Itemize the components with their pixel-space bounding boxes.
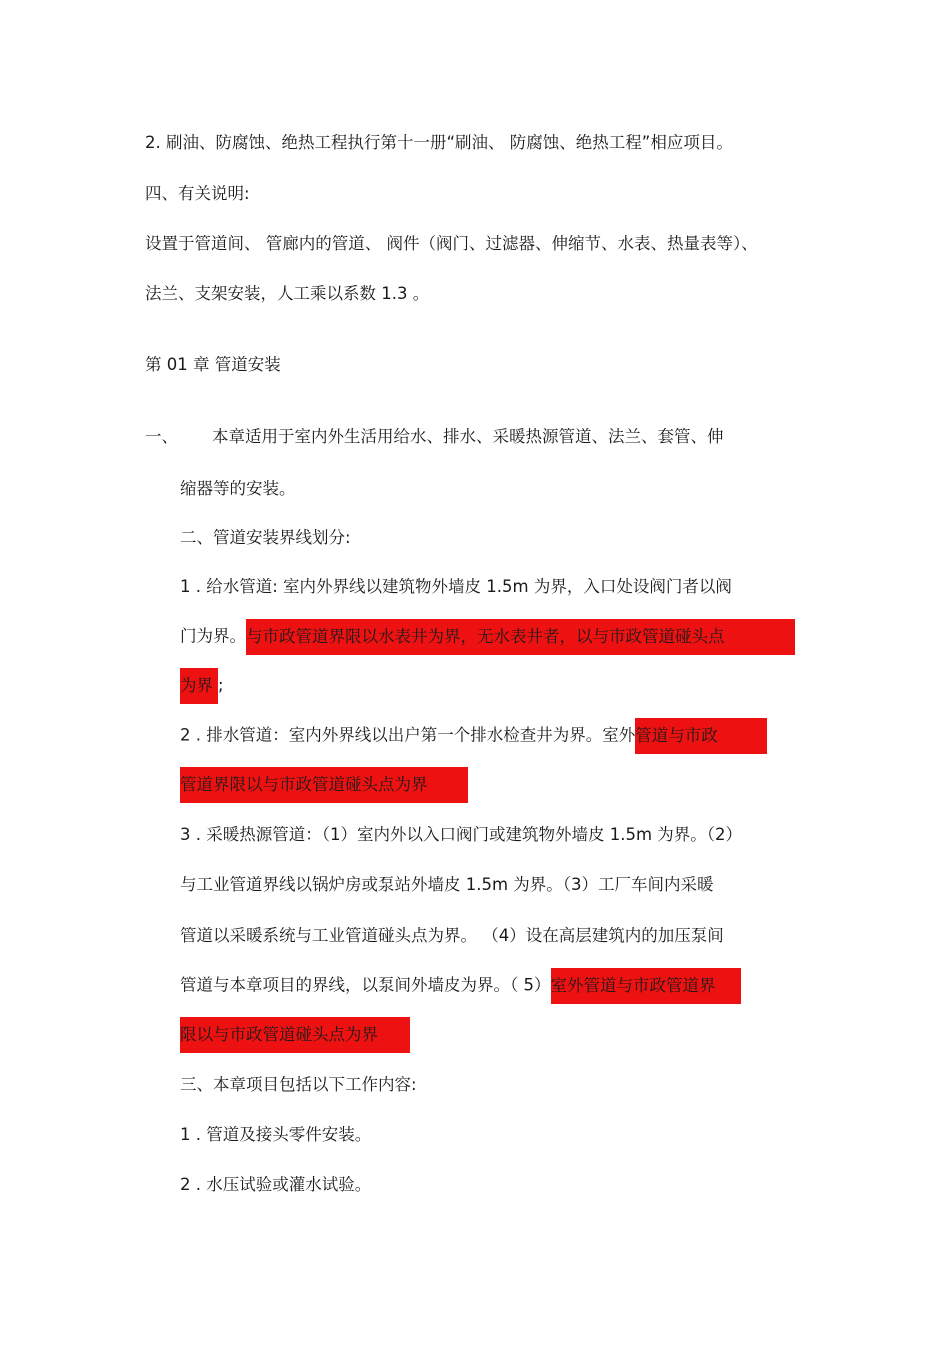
- text-line: 1 . 管道及接头零件安装。: [180, 1125, 372, 1144]
- text-line: [180, 767, 468, 803]
- text-span: 2 . 排水管道：室内外界线以出户第一个排水检查井为界。室外: [180, 725, 636, 745]
- section-heading: 三、本章项目包括以下工作内容:: [180, 1075, 417, 1094]
- text-line: 本章适用于室内外生活用给水、排水、采暖热源管道、法兰、套管、伸: [212, 427, 724, 446]
- text-line: 管道以采暖系统与工业管道碰头点为界。 （4）设在高层建筑内的加压泵间: [180, 926, 724, 945]
- text-line: [180, 968, 741, 1004]
- section-heading: 四、有关说明:: [145, 184, 250, 203]
- text-line: [180, 619, 795, 655]
- highlighted-text: 限以与市政管道碰头点为界: [180, 1017, 410, 1053]
- text-line: 3 . 采暖热源管道：（1）室内外以入口阀门或建筑物外墙皮 1.5m 为界。（2）: [180, 825, 743, 844]
- highlighted-text: 与市政管道界限以水表井为界，无水表井者，以与市政管道碰头点: [246, 619, 795, 655]
- text-line: 2. 刷油、防腐蚀、绝热工程执行第十一册“刷油、 防腐蚀、绝热工程”相应项目。: [145, 133, 733, 152]
- text-line: 与工业管道界线以锅炉房或泵站外墙皮 1.5m 为界。（3）工厂车间内采暖: [180, 875, 714, 894]
- section-heading: 二、管道安装界线划分:: [180, 528, 351, 547]
- text-line: 2 . 水压试验或灌水试验。: [180, 1175, 372, 1194]
- text-line: [180, 718, 767, 754]
- text-line: 法兰、支架安装，人工乘以系数 1.3 。: [145, 284, 430, 303]
- text-span: 门为界。: [180, 626, 246, 646]
- text-span: 管道与本章项目的界线，以泵间外墙皮为界。（ 5）: [180, 975, 551, 995]
- highlighted-text: 管道与市政: [635, 718, 767, 754]
- text-line: 缩器等的安装。: [180, 479, 296, 498]
- list-marker: 一、: [145, 427, 178, 446]
- chapter-title: 第 01 章 管道安装: [145, 355, 281, 374]
- text-line: 设置于管道间、 管廊内的管道、 阀件（阀门、过滤器、伸缩节、水表、热量表等）、: [145, 234, 758, 253]
- text-span: ;: [218, 675, 224, 695]
- text-line: [180, 668, 224, 704]
- text-line: [180, 1017, 410, 1053]
- highlighted-text: 为界: [180, 668, 218, 704]
- highlighted-text: 管道界限以与市政管道碰头点为界: [180, 767, 468, 803]
- text-line: 1 . 给水管道: 室内外界线以建筑物外墙皮 1.5m 为界，入口处设阀门者以阀: [180, 577, 732, 596]
- highlighted-text: 室外管道与市政管道界: [551, 968, 741, 1004]
